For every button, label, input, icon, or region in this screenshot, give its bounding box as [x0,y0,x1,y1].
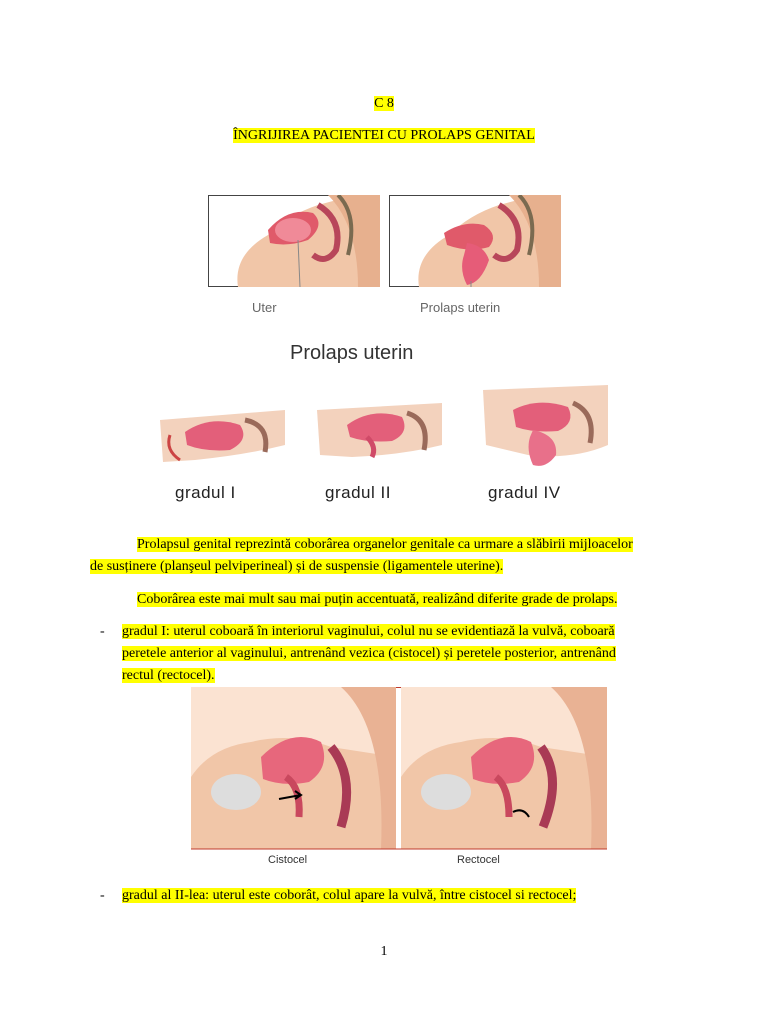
caption-uter: Uter [252,300,277,315]
figure-gradul-iv [478,385,613,470]
grade1-line-1: gradul I: uterul coboară în interiorul vaginului, colul nu se evidentiază la vulvă, coboară [122,624,615,639]
grade1-line-3: rectul (rectocel). [122,668,215,683]
caption-rectocel: Rectocel [457,854,500,866]
bullet-dash-1: - [100,624,105,639]
figure-gradul-ii [312,385,447,460]
figure-cistocel-rectocel [191,687,607,877]
bullet-dash-2: - [100,888,105,903]
figure-gradul-i [155,390,290,465]
coborarea-paragraph: Coborârea este mai mult sau mai puțin accentuată, realizând diferite grade de prolaps. [137,592,618,607]
grade2-line: gradul al II-lea: uterul este coborât, colul apare la vulvă, între cistocel si rectocel; [122,888,577,903]
figure-uter-normal [208,195,380,287]
caption-cistocel: Cistocel [268,854,308,866]
figure-prolaps-uterin [389,195,561,287]
chapter-code: C 8 [374,96,394,111]
intro-line-1: Prolapsul genital reprezintă coborârea organelor genitale ca urmare a slăbirii mijloacelor [137,537,633,552]
caption-prolaps-uterin: Prolaps uterin [420,300,501,315]
page-number: 1 [380,944,388,959]
intro-line-2: de susținere (planşeul pelviperineal) și de suspensie (ligamentele uterine). [90,559,504,574]
grade-label-i: gradul I [175,483,236,502]
grade-label-ii: gradul II [325,483,391,502]
page-title: ÎNGRIJIREA PACIENTEI CU PROLAPS GENITAL [233,128,535,143]
grade1-line-2: peretele anterior al vaginului, antrenând vezica (cistocel) și peretele posterior, antrenând [122,646,616,661]
figure-prolaps-uterin-title: Prolaps uterin [290,342,414,364]
grade-label-iv: gradul IV [488,483,561,502]
